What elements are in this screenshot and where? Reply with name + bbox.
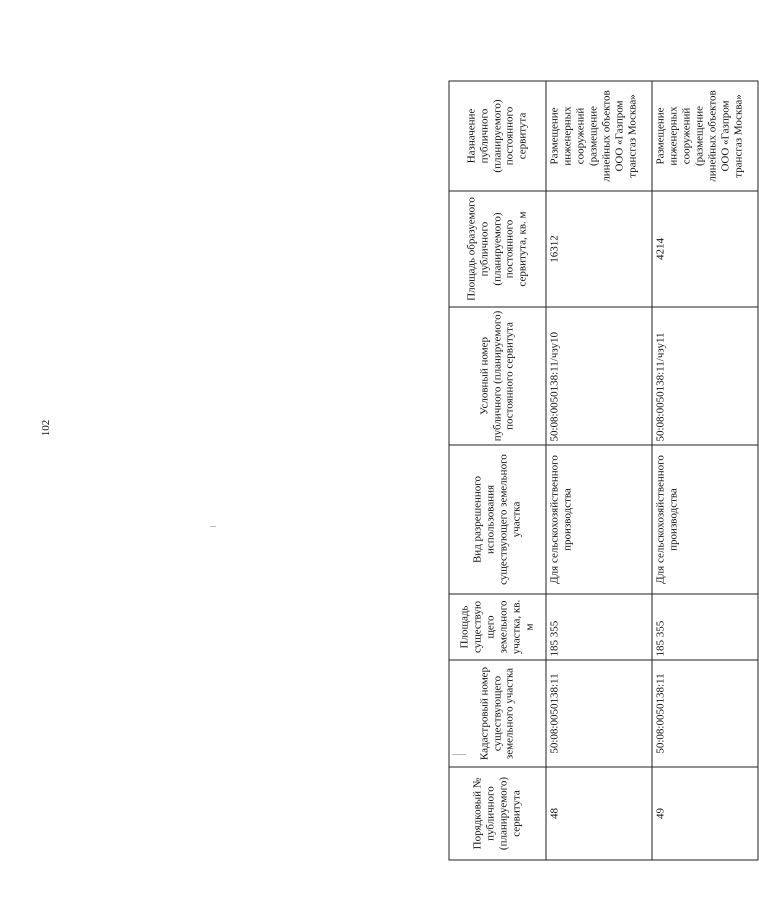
cell-conditional-number: 50:08:0050138:11/чзу11 [652, 307, 758, 445]
cell-serial-number: 49 [652, 767, 758, 860]
scan-artifact-line [452, 754, 466, 755]
servitude-table [449, 81, 759, 861]
table-header-row [449, 81, 546, 860]
cell-cadastral-number: 50:08:0050138:11 [652, 660, 758, 767]
cell-permitted-use: Для сельскохозяйственного производства [546, 445, 652, 594]
header-permitted-use: Вид разрешенного использования существующего земельного участка [449, 445, 546, 594]
cell-easement-purpose: Размещение инженерных сооружений (размещение линейных объектов ООО «Газпром трансгаз Москва» [546, 81, 652, 191]
header-conditional-number: Условный номер публичного (планируемого) постоянного сервитута [449, 307, 546, 445]
header-easement-area: Площадь образуемого публичного (планируемого) постоянного сервитута, кв. м [449, 191, 546, 307]
cell-conditional-number: 50:08:0050138:11/чзу10 [546, 307, 652, 445]
scan-artifact-line [210, 526, 216, 527]
cell-cadastral-number: 50:08:0050138:11 [546, 660, 652, 767]
header-plot-area: Площадь существующего земельного участка, кв. м [449, 594, 546, 660]
servitude-table-wrapper [449, 82, 755, 861]
header-serial-number: Порядковый № публичного (планируемого) сервитута [449, 767, 546, 860]
cell-plot-area: 185 355 [652, 594, 758, 660]
cell-plot-area: 185 355 [546, 594, 652, 660]
table-row [546, 81, 652, 860]
cell-easement-area: 16312 [546, 191, 652, 307]
table-row [652, 81, 758, 860]
cell-serial-number: 48 [546, 767, 652, 860]
header-easement-purpose: Назначение публичного (планируемого) постоянного сервитута [449, 81, 546, 191]
page-number: 102 [40, 419, 52, 437]
cell-easement-area: 4214 [652, 191, 758, 307]
header-cadastral-number: Кадастровый номер существующего земельного участка [449, 660, 546, 767]
cell-easement-purpose: Размещение инженерных сооружений (размещение линейных объектов ООО «Газпром трансгаз Москва» [652, 81, 758, 191]
cell-permitted-use: Для сельскохозяйственного производства [652, 445, 758, 594]
